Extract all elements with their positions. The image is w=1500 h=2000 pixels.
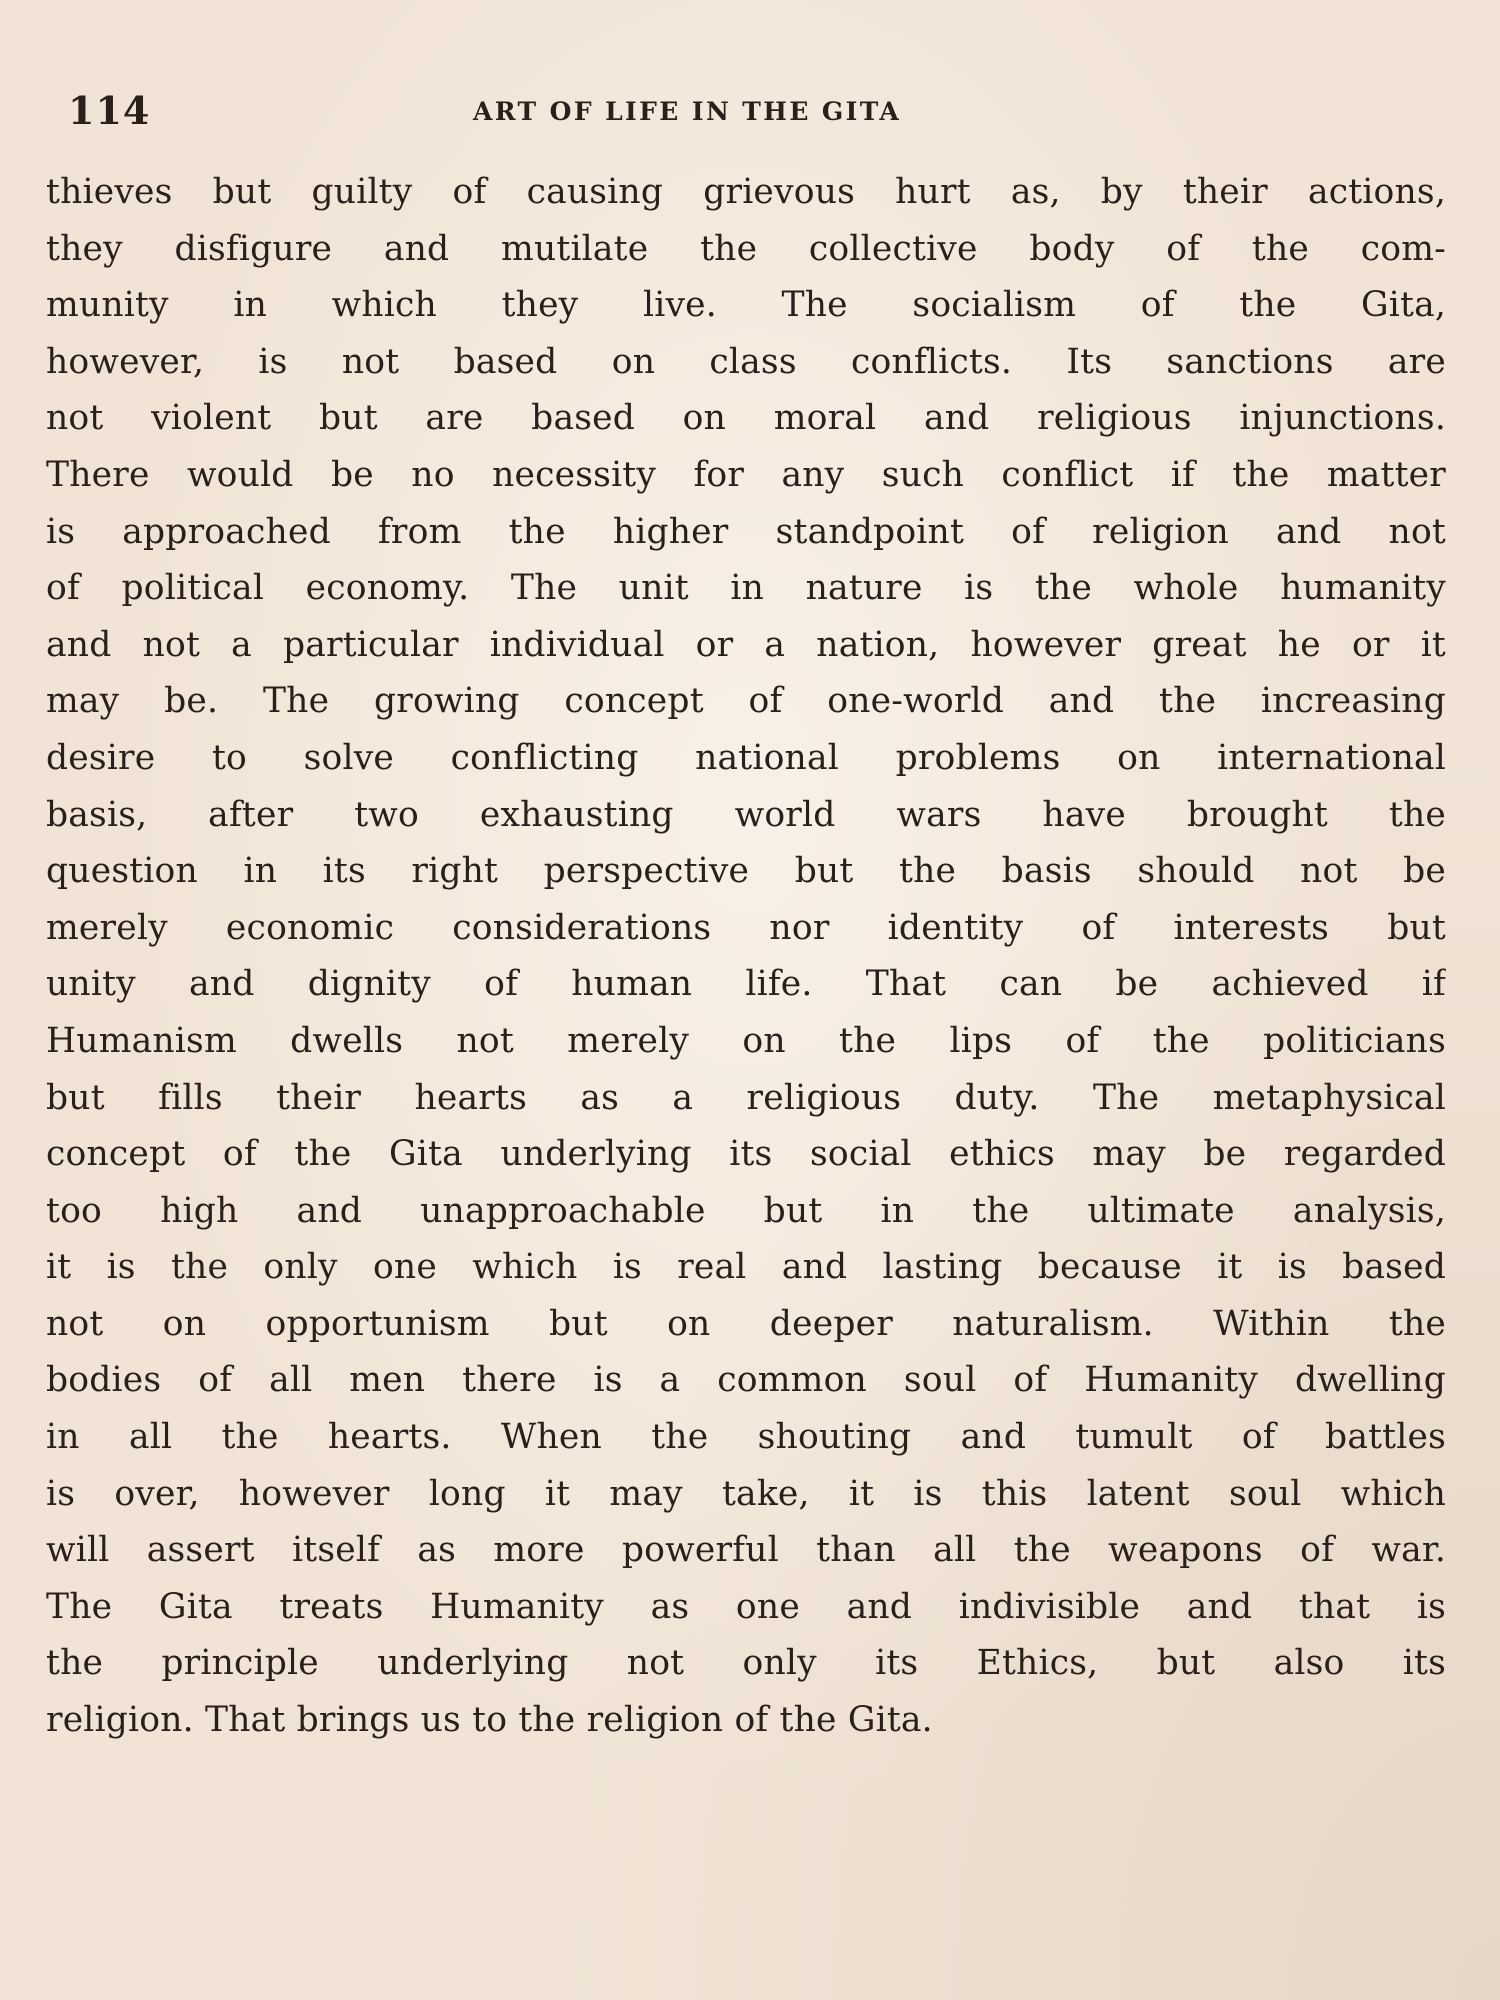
text-line: There would be no necessity for any such conflict if the matter — [46, 454, 1446, 495]
text-line: too high and unapproachable but in the ultimate analysis, — [46, 1190, 1446, 1231]
text-line: religion. That brings us to the religion of the Gita. — [46, 1700, 933, 1741]
text-line: of political economy. The unit in nature is the whole humanity — [46, 568, 1446, 609]
text-line: not on opportunism but on deeper naturalism. Within the — [46, 1303, 1446, 1344]
running-title: ART OF LIFE IN THE GITA — [473, 97, 902, 126]
page-number: 114 — [68, 88, 151, 133]
text-line: munity in which they live. The socialism of the Gita, — [46, 285, 1446, 326]
text-line: may be. The growing concept of one-world and the increasing — [46, 681, 1446, 722]
text-line: but fills their hearts as a religious duty. The metaphysical — [46, 1077, 1446, 1118]
text-line: desire to solve conflicting national problems on international — [46, 737, 1446, 778]
text-line: Humanism dwells not merely on the lips of the politicians — [46, 1020, 1446, 1061]
text-line: question in its right perspective but the basis should not be — [46, 851, 1446, 892]
text-line: is approached from the higher standpoint of religion and not — [46, 511, 1446, 552]
text-line: basis, after two exhausting world wars have brought the — [46, 794, 1446, 835]
text-line: however, is not based on class conflicts. Its sanctions are — [46, 341, 1446, 382]
text-line: the principle underlying not only its Ethics, but also its — [46, 1643, 1446, 1684]
text-line: not violent but are based on moral and religious injunctions. — [46, 398, 1446, 439]
text-line: is over, however long it may take, it is this latent soul which — [46, 1473, 1446, 1514]
text-line: concept of the Gita underlying its social ethics may be regarded — [46, 1134, 1446, 1175]
text-line: The Gita treats Humanity as one and indivisible and that is — [46, 1586, 1446, 1627]
text-line: will assert itself as more powerful than all the weapons of war. — [46, 1530, 1446, 1571]
text-line: merely economic considerations nor identity of interests but — [46, 907, 1446, 948]
text-line: in all the hearts. When the shouting and tumult of battles — [46, 1417, 1446, 1458]
text-line: thieves but guilty of causing grievous hurt as, by their actions, — [46, 172, 1446, 212]
text-line: they disfigure and mutilate the collective body of the com- — [46, 228, 1446, 269]
text-line: bodies of all men there is a common soul of Humanity dwelling — [46, 1360, 1446, 1401]
running-head — [68, 86, 1440, 136]
text-line: and not a particular individual or a nation, however great he or it — [46, 624, 1446, 665]
text-line: it is the only one which is real and lasting because it is based — [46, 1247, 1446, 1288]
text-line: unity and dignity of human life. That can be achieved if — [46, 964, 1446, 1005]
body-paragraph — [46, 164, 1446, 1749]
